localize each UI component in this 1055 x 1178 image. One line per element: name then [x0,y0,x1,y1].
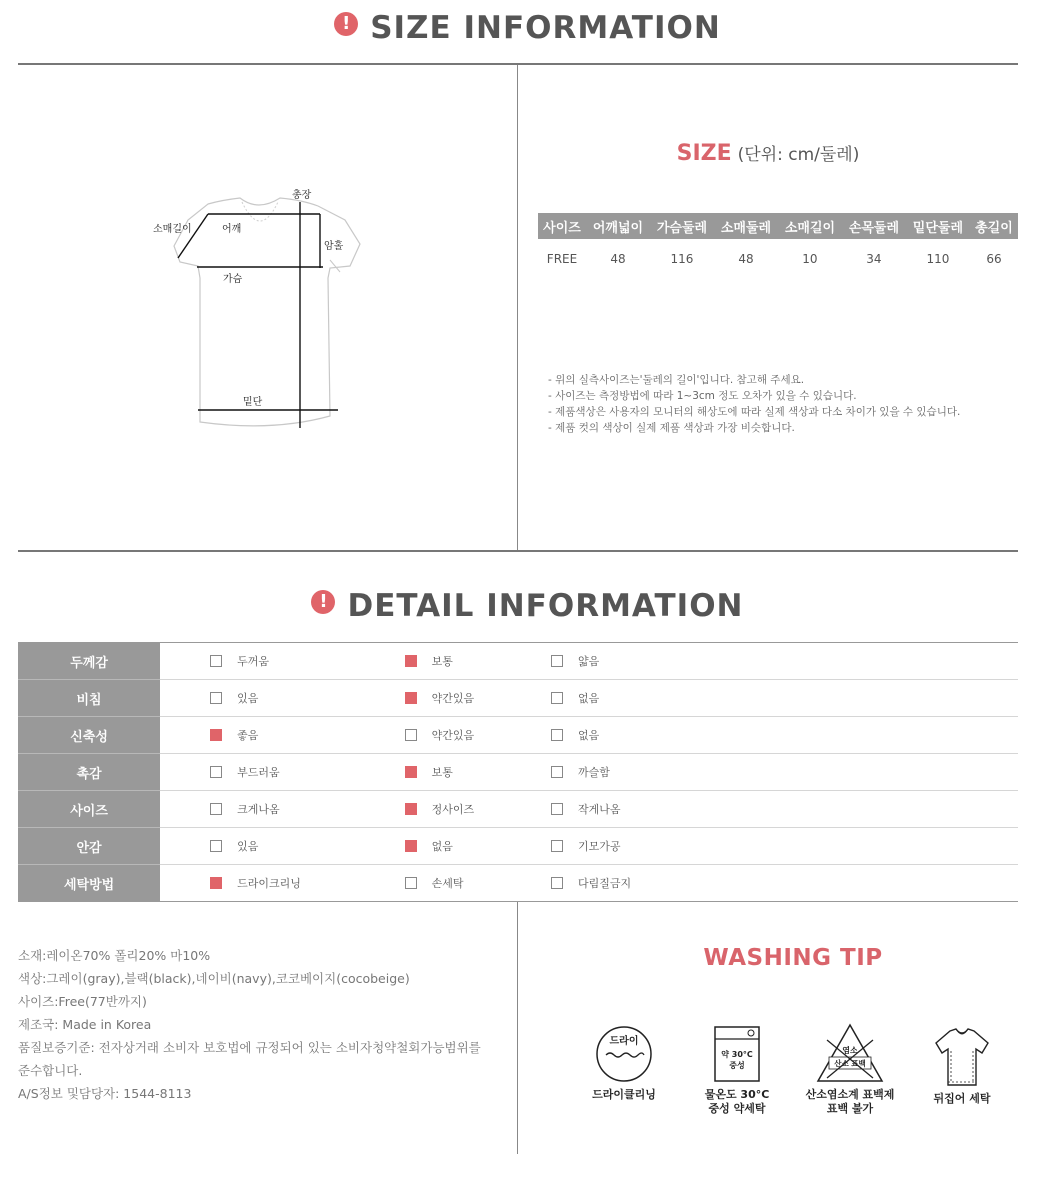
diagram-label-armhole: 암홀 [324,241,344,252]
svg-text:중성: 중성 [729,1061,745,1070]
detail-option-label: 좋음 [237,728,259,742]
detail-option-label: 기모가공 [578,839,621,853]
detail-row-label: 비침 [18,680,160,717]
detail-option-label: 보통 [431,765,453,779]
detail-option[interactable] [405,653,453,669]
detail-row-label: 촉감 [18,754,160,791]
checkbox-checked[interactable] [405,840,417,852]
info-line: A/S정보 및담당자: 1544-8113 [18,1086,192,1101]
detail-row-label: 세탁방법 [18,865,160,902]
detail-row [18,828,1018,865]
note-line: - 사이즈는 측정방법에 따라 1~3cm 정도 오차가 있을 수 있습니다. [548,390,857,402]
detail-option-label: 없음 [431,839,453,853]
note-line: - 제품색상은 사용자의 모니터의 해상도에 따라 실제 색상과 다소 차이가 있을 수 있습니다. [548,406,961,418]
detail-option-label: 없음 [578,728,600,742]
detail-row-label: 안감 [18,828,160,865]
detail-option[interactable] [551,727,599,743]
detail-option-label: 약간있음 [431,691,475,705]
divider [18,63,1018,65]
svg-text:염소: 염소 [842,1046,858,1055]
detail-option-label: 없음 [578,691,600,705]
info-line: 사이즈:Free(77반까지) [18,994,147,1009]
checkbox[interactable] [210,766,222,778]
info-line: 소재:레이온70% 폴리20% 마10% [18,948,211,963]
detail-option[interactable] [210,838,258,854]
checkbox[interactable] [210,840,222,852]
detail-table [18,642,1018,902]
detail-row-label: 두께감 [18,643,160,680]
washing-label-inside-out: 뒤집어 세탁 [933,1092,991,1105]
note-line: - 위의 실측사이즈는'둘레의 길이'입니다. 참고해 주세요. [548,374,805,386]
detail-option-label: 정사이즈 [431,802,475,816]
size-information-title: ! SIZE INFORMATION [0,10,1055,46]
detail-option[interactable] [405,801,475,817]
svg-text:산소 표백: 산소 표백 [834,1059,866,1068]
size-table-header: 사이즈 어깨넓이 가슴둘레 소매둘레 소매길이 손목둘레 밑단둘레 총길이 [538,213,1018,239]
washing-label-no-bleach: 산소염소계 표백제 표백 불가 [805,1088,895,1115]
detail-row [18,791,1018,828]
detail-option[interactable] [551,838,621,854]
detail-option[interactable] [405,764,453,780]
size-table [538,213,1018,279]
washing-label-dry-clean: 드라이클리닝 [592,1088,656,1101]
checkbox[interactable] [551,692,563,704]
no-bleach-icon [815,1022,885,1084]
info-line: 제조국: Made in Korea [18,1017,152,1032]
detail-option[interactable] [210,801,280,817]
dry-clean-icon [594,1024,654,1084]
checkbox[interactable] [551,877,563,889]
detail-option[interactable] [405,690,475,706]
divider [517,902,518,1154]
detail-row [18,680,1018,717]
svg-text:약 30°C: 약 30°C [721,1050,753,1059]
detail-option-label: 다림질금지 [578,876,632,890]
info-line: 준수합니다. [18,1063,83,1078]
size-notes [548,372,960,436]
detail-option-label: 보통 [431,654,453,668]
detail-option[interactable] [405,838,453,854]
diagram-label-sleeve-length: 소매길이 [153,224,192,235]
checkbox[interactable] [551,729,563,741]
svg-text:드라이: 드라이 [609,1036,639,1047]
checkbox[interactable] [405,729,417,741]
checkbox[interactable] [551,766,563,778]
detail-option-label: 작게나옴 [578,802,621,816]
alert-icon: ! [311,590,335,614]
detail-option[interactable] [551,764,610,780]
diagram-label-total-length: 총장 [292,190,312,201]
table-row: FREE 48 116 48 10 34 110 66 [546,252,1002,266]
detail-option[interactable] [210,875,301,891]
detail-option-label: 크게나옴 [237,802,280,816]
detail-option-label: 부드러움 [237,765,280,779]
detail-option-label: 있음 [237,839,259,853]
checkbox-checked[interactable] [210,877,222,889]
checkbox[interactable] [210,803,222,815]
checkbox[interactable] [210,692,222,704]
detail-option-label: 약간있음 [431,728,475,742]
detail-option-label: 까슬함 [578,765,610,779]
detail-option[interactable] [551,875,631,891]
note-line: - 제품 컷의 색상이 실제 제품 색상과 가장 비슷합니다. [548,422,795,434]
detail-information-title: ! DETAIL INFORMATION [0,588,1055,624]
alert-icon: ! [334,12,358,36]
hand-wash-30-icon [713,1025,761,1083]
checkbox[interactable] [551,803,563,815]
detail-option[interactable] [551,801,621,817]
info-line: 품질보증기준: 전자상거래 소비자 보호법에 규정되어 있는 소비자청약철회가능범위를 [18,1040,481,1055]
washing-tip-title: WASHING TIP [703,945,883,971]
product-info [18,944,513,1105]
detail-option-label: 두꺼움 [237,654,270,668]
info-line: 색상:그레이(gray),블랙(black),네이비(navy),코코베이지(cocobeige) [18,971,410,986]
detail-row [18,643,1018,680]
size-heading: SIZE (단위: cm/둘레) [676,141,860,166]
checkbox-checked[interactable] [405,803,417,815]
detail-row-label: 신축성 [18,717,160,754]
detail-option-label: 있음 [237,691,259,705]
checkbox[interactable] [551,655,563,667]
checkbox-checked[interactable] [405,692,417,704]
diagram-label-chest: 가슴 [223,274,243,285]
divider [18,550,1018,552]
checkbox[interactable] [551,840,563,852]
detail-option[interactable] [551,690,599,706]
divider [517,65,518,551]
washing-label-hand-wash: 물온도 30°C 중성 약세탁 [704,1088,770,1115]
detail-option[interactable] [551,653,599,669]
detail-option-label: 얇음 [578,654,600,668]
checkbox[interactable] [405,877,417,889]
detail-option-label: 드라이크리닝 [237,876,301,890]
checkbox[interactable] [210,655,222,667]
detail-option[interactable] [210,764,280,780]
checkbox-checked[interactable] [405,766,417,778]
inside-out-shirt-icon [932,1025,992,1087]
detail-option[interactable] [210,653,269,669]
detail-row [18,865,1018,902]
detail-option[interactable] [210,690,258,706]
checkbox-checked[interactable] [210,729,222,741]
detail-option[interactable] [405,727,475,743]
detail-option[interactable] [405,875,464,891]
checkbox-checked[interactable] [405,655,417,667]
detail-option[interactable] [210,727,258,743]
diagram-label-shoulder: 어깨 [222,224,242,235]
diagram-label-hem: 밑단 [243,397,263,408]
detail-row [18,717,1018,754]
detail-row [18,754,1018,791]
detail-option-label: 손세탁 [431,876,464,890]
detail-row-label: 사이즈 [18,791,160,828]
